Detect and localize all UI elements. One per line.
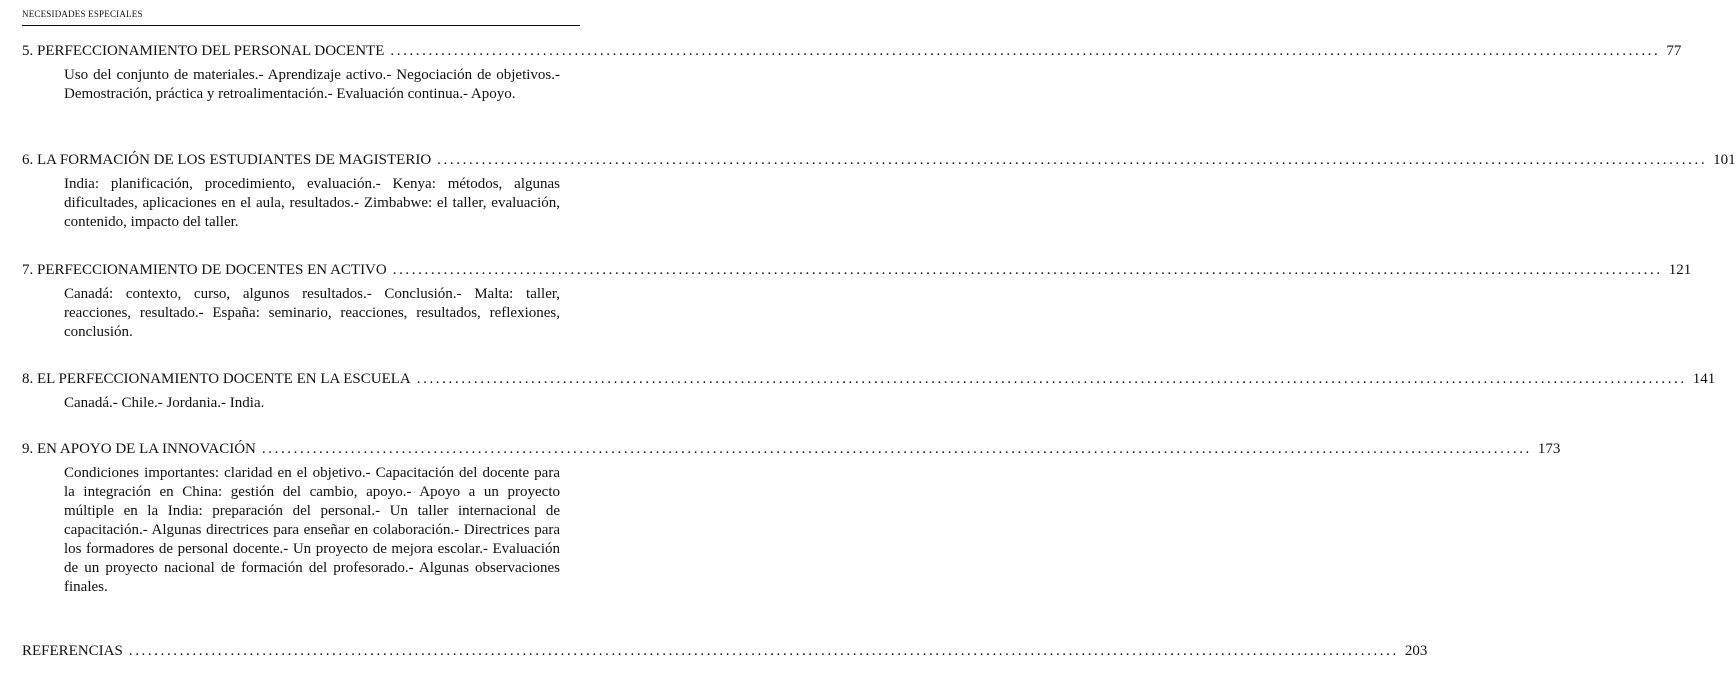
toc-page-number: 173 [1537,441,1561,457]
toc-entry-summary: Uso del conjunto de materiales.- Aprendizaje activo.- Negociación de objetivos.- Demostración, práctica y retroalimentación.- Evaluación continua.- Apoyo. [64,67,560,102]
toc-entry-head [22,43,1682,63]
toc-page-number: 203 [1404,643,1428,659]
toc-entry-head [22,643,1428,663]
toc-entry-6 [22,152,1736,232]
toc-page-number: 77 [1666,43,1682,59]
toc-entry-title: 6. LA FORMACIÓN DE LOS ESTUDIANTES DE MAGISTERIO [22,152,432,168]
toc-entry-summary: Canadá.- Chile.- Jordania.- India. [64,395,265,411]
toc-entry-summary: Canadá: contexto, curso, algunos resultados.- Conclusión.- Malta: taller, reacciones, resultado.- España: seminario, reacciones, resultados, reflexiones, conclusión. [64,286,560,340]
toc-entry-head [22,262,1692,282]
toc-entry-title: REFERENCIAS [22,643,123,659]
toc-page-number: 141 [1692,371,1716,387]
toc-entry-summary: India: planificación, procedimiento, evaluación.- Kenya: métodos, algunas dificultades, aplicaciones en el aula, resultados.- Zimbabwe: el taller, evaluación, contenido, impacto del taller. [64,176,560,230]
toc-entry-head [22,441,1561,461]
toc-page-number: 121 [1668,262,1692,278]
toc-entry-head [22,152,1736,172]
toc-entry-5 [22,43,1682,104]
toc-entry-8 [22,371,1716,413]
dot-leader: ........................................................................................................................................................................................................ [437,152,1708,168]
dot-leader: ........................................................................................................................................................................................................ [390,43,1661,59]
toc-entry-head [22,371,1716,391]
dot-leader: ........................................................................................................................................................................................................ [128,643,1399,659]
dot-leader: ........................................................................................................................................................................................................ [261,441,1532,457]
dot-leader: ........................................................................................................................................................................................................ [392,262,1663,278]
running-head: NECESIDADES ESPECIALES [22,9,143,19]
toc-entry-title: 8. EL PERFECCIONAMIENTO DOCENTE EN LA ESCUELA [22,371,411,387]
toc-entry-9 [22,441,1561,597]
toc-entry-title: 7. PERFECCIONAMIENTO DE DOCENTES EN ACTIVO [22,262,387,278]
toc-entry-referencias [22,643,1428,663]
toc-page-number: 101 [1713,152,1736,168]
dot-leader: ........................................................................................................................................................................................................ [416,371,1687,387]
toc-entry-title: 9. EN APOYO DE LA INNOVACIÓN [22,441,256,457]
toc-entry-summary: Condiciones importantes: claridad en el objetivo.- Capacitación del docente para la integración en China: gestión del cambio, apoyo.- Apoyo a un proyecto múltiple en la India: preparación del personal.- Un taller internacional de capacitación.- Algunas directrices para enseñar en colaboración.- Directrices para los formadores de personal docente.- Un proyecto de mejora escolar.- Evaluación de un proyecto nacional de formación del profesorado.- Algunas observaciones finales. [64,465,560,595]
header-rule [22,25,580,26]
toc-entry-title: 5. PERFECCIONAMIENTO DEL PERSONAL DOCENTE [22,43,385,59]
toc-entry-7 [22,262,1692,342]
